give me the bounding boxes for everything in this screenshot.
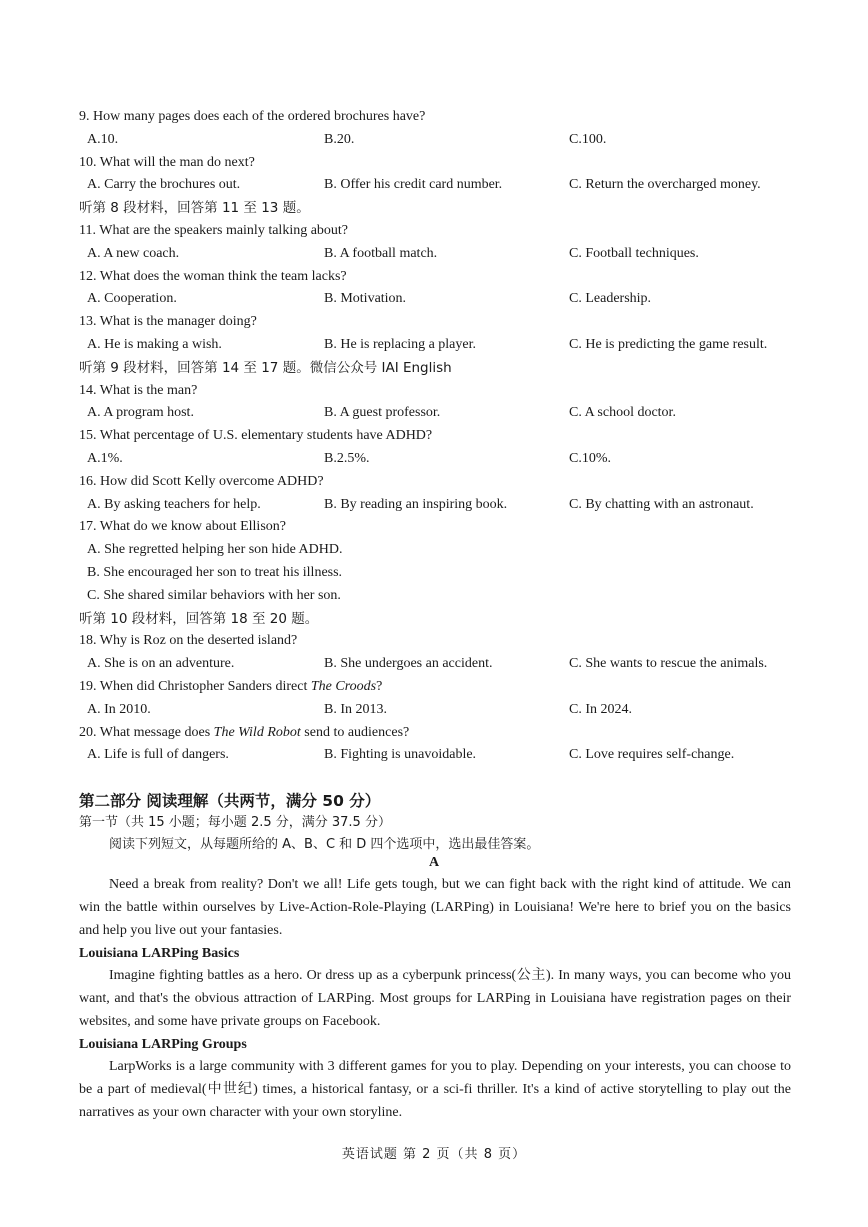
option-c: C. A school doctor. xyxy=(569,405,676,421)
option-c: C. Return the overcharged money. xyxy=(569,177,761,193)
option-a: A. He is making a wish. xyxy=(87,336,222,352)
listening-questions xyxy=(79,106,791,767)
question-text: send to audiences? xyxy=(300,724,410,740)
option-c: C.100. xyxy=(569,131,607,147)
section-instruction: 听第 8 段材料，回答第 11 至 13 题。 xyxy=(79,200,310,217)
option-c: C. Leadership. xyxy=(569,291,652,307)
option-a: A. By asking teachers for help. xyxy=(87,496,261,512)
page-footer: 英语试题 第 2 页（共 8 页） xyxy=(341,1147,527,1162)
option-b: B. A guest professor. xyxy=(324,405,441,421)
option-b: B. She undergoes an accident. xyxy=(324,656,493,672)
options-row xyxy=(79,402,791,425)
paragraph-basics: Imagine fighting battles as a hero. Or dress up as a cyberpunk princess(公主). In many ways, you can become who you want, and that's the obvious attraction of LARPing. Most groups for LARPing in Louisiana have registration pages on their websites, and some have private groups on Facebook. xyxy=(79,968,791,1029)
options-row xyxy=(79,243,791,266)
option-b: B. By reading an inspiring book. xyxy=(324,496,508,512)
option-a: A. A program host. xyxy=(87,405,194,421)
question-text: ? xyxy=(376,678,383,694)
question-stem: 9. How many pages does each of the ordered brochures have? xyxy=(79,109,426,124)
option-c: C. By chatting with an astronaut. xyxy=(569,496,754,512)
heading-larping-basics: Louisiana LARPing Basics xyxy=(79,946,240,961)
question-stem: 15. What percentage of U.S. elementary students have ADHD? xyxy=(79,428,433,444)
option-b: B.2.5%. xyxy=(324,450,370,466)
option-b: B. He is replacing a player. xyxy=(324,336,477,352)
option-line: C. She shared similar behaviors with her son. xyxy=(87,587,341,603)
options-row xyxy=(79,494,791,517)
passage-intro: Need a break from reality? Don't we all! Life gets tough, but we can fight back with the right kind of attitude. We can win the battle within ourselves by Live-Action-Role-Playing (LARPing) in Louisiana! We're here to brief you on the basics and help you live out your fantasies. xyxy=(79,877,791,938)
heading-larping-groups: Louisiana LARPing Groups xyxy=(79,1037,247,1052)
question-stem: 10. What will the man do next? xyxy=(79,154,255,170)
option-a: A. Cooperation. xyxy=(87,291,177,307)
film-title: The Croods xyxy=(310,678,377,694)
question-stem: 17. What do we know about Ellison? xyxy=(79,519,286,535)
option-line: A. She regretted helping her son hide ADHD. xyxy=(87,542,343,558)
option-c: C. Football techniques. xyxy=(569,245,699,261)
option-a: A.1%. xyxy=(87,450,123,466)
option-a: A. In 2010. xyxy=(87,701,151,717)
part2-title: 第二部分 阅读理解（共两节，满分 50 分） xyxy=(79,792,381,810)
option-c: C. He is predicting the game result. xyxy=(569,336,768,352)
option-a: A. A new coach. xyxy=(87,245,180,261)
passage-letter: A xyxy=(428,855,440,870)
options-row xyxy=(79,699,791,722)
option-a: A. Life is full of dangers. xyxy=(87,747,229,763)
option-b: B. Motivation. xyxy=(324,291,407,307)
question-stem: 14. What is the man? xyxy=(79,382,198,398)
option-b: B. Offer his credit card number. xyxy=(324,177,503,193)
options-row xyxy=(79,174,791,197)
film-title: The Wild Robot xyxy=(213,724,301,740)
question-stem xyxy=(79,676,791,699)
question-stem xyxy=(79,722,791,745)
question-stem: 16. How did Scott Kelly overcome ADHD? xyxy=(79,473,324,489)
option-b: B. In 2013. xyxy=(324,701,387,717)
option-line: B. She encouraged her son to treat his illness. xyxy=(87,564,343,580)
part2-section-subtitle: 第一节（共 15 小题；每小题 2.5 分，满分 37.5 分） xyxy=(79,815,391,830)
options-row xyxy=(79,653,791,676)
option-b: B.20. xyxy=(324,131,355,147)
option-c: C. She wants to rescue the animals. xyxy=(569,656,768,672)
options-row xyxy=(79,744,791,767)
question-text: 20. What message does xyxy=(79,724,214,740)
question-stem: 13. What is the manager doing? xyxy=(79,314,257,330)
option-c: C. Love requires self-change. xyxy=(569,747,735,763)
option-a: A.10. xyxy=(87,131,119,147)
options-row xyxy=(79,334,791,357)
option-b: B. Fighting is unavoidable. xyxy=(324,747,477,763)
question-stem: 12. What does the woman think the team lacks? xyxy=(79,268,347,284)
option-c: C.10%. xyxy=(569,450,611,466)
question-text: 19. When did Christopher Sanders direct xyxy=(79,678,311,694)
options-row xyxy=(79,129,791,152)
paragraph-groups: LarpWorks is a large community with 3 different games for you to play. Depending on your interests, you can choose to be a part of medieval(中世纪) times, a historical fantasy, or a sci-fi thriller. It's a kind of active storytelling to play out the narratives as your own character with your own storyline. xyxy=(79,1059,791,1120)
section-instruction: 听第 10 段材料，回答第 18 至 20 题。 xyxy=(79,610,319,627)
options-row xyxy=(79,448,791,471)
options-row xyxy=(79,288,791,311)
question-stem: 11. What are the speakers mainly talking about? xyxy=(79,222,349,238)
section-instruction: 听第 9 段材料，回答第 14 至 17 题。微信公众号 IAI English xyxy=(79,359,452,376)
option-c: C. In 2024. xyxy=(569,701,632,717)
option-a: A. Carry the brochures out. xyxy=(87,177,241,193)
part2-instruction: 阅读下列短文，从每题所给的 A、B、C 和 D 四个选项中，选出最佳答案。 xyxy=(109,837,540,852)
option-a: A. She is on an adventure. xyxy=(87,656,235,672)
question-stem: 18. Why is Roz on the deserted island? xyxy=(79,633,298,649)
option-b: B. A football match. xyxy=(324,245,438,261)
